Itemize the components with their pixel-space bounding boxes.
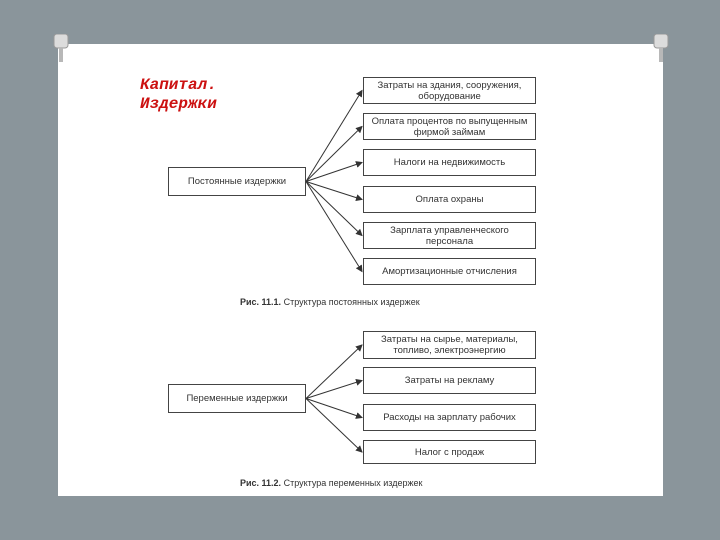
- connector-arrow: [306, 127, 362, 182]
- fixed-figure-caption: [240, 297, 420, 307]
- fixed-cost-target-box: Амортизационные отчисления: [363, 258, 536, 285]
- variable-caption-label: Рис. 11.2.: [240, 478, 282, 488]
- connector-arrow: [306, 381, 362, 399]
- variable-cost-target-box: Затраты на сырье, материалы, топливо, электроэнергию: [363, 331, 536, 359]
- connector-arrow: [306, 399, 362, 418]
- fixed-cost-target-box: Оплата охраны: [363, 186, 536, 213]
- connector-arrow: [306, 399, 362, 453]
- connector-arrow: [306, 345, 362, 399]
- connector-arrow: [306, 182, 362, 272]
- variable-cost-target-box: Расходы на зарплату рабочих: [363, 404, 536, 431]
- variable-figure-caption: [240, 478, 422, 488]
- variable-caption-text: Структура переменных издержек: [283, 478, 423, 488]
- fixed-cost-target-box: Затраты на здания, сооружения, оборудование: [363, 77, 536, 104]
- fixed-costs-source-box: Постоянные издержки: [168, 167, 306, 196]
- fixed-cost-target-box: Оплата процентов по выпущенным фирмой займам: [363, 113, 536, 140]
- fixed-caption-text: Структура постоянных издержек: [283, 297, 420, 307]
- connector-arrow: [306, 182, 362, 200]
- connector-arrow: [306, 163, 362, 182]
- fixed-cost-target-box: Зарплата управленческого персонала: [363, 222, 536, 249]
- fixed-caption-label: Рис. 11.1.: [240, 297, 282, 307]
- title-line-1: Капитал.: [140, 76, 217, 94]
- connector-arrow: [306, 91, 362, 182]
- fixed-cost-target-box: Налоги на недвижимость: [363, 149, 536, 176]
- variable-cost-target-box: Налог с продаж: [363, 440, 536, 464]
- variable-costs-source-box: Переменные издержки: [168, 384, 306, 413]
- title-line-2: Издержки: [140, 95, 217, 113]
- variable-cost-target-box: Затраты на рекламу: [363, 367, 536, 394]
